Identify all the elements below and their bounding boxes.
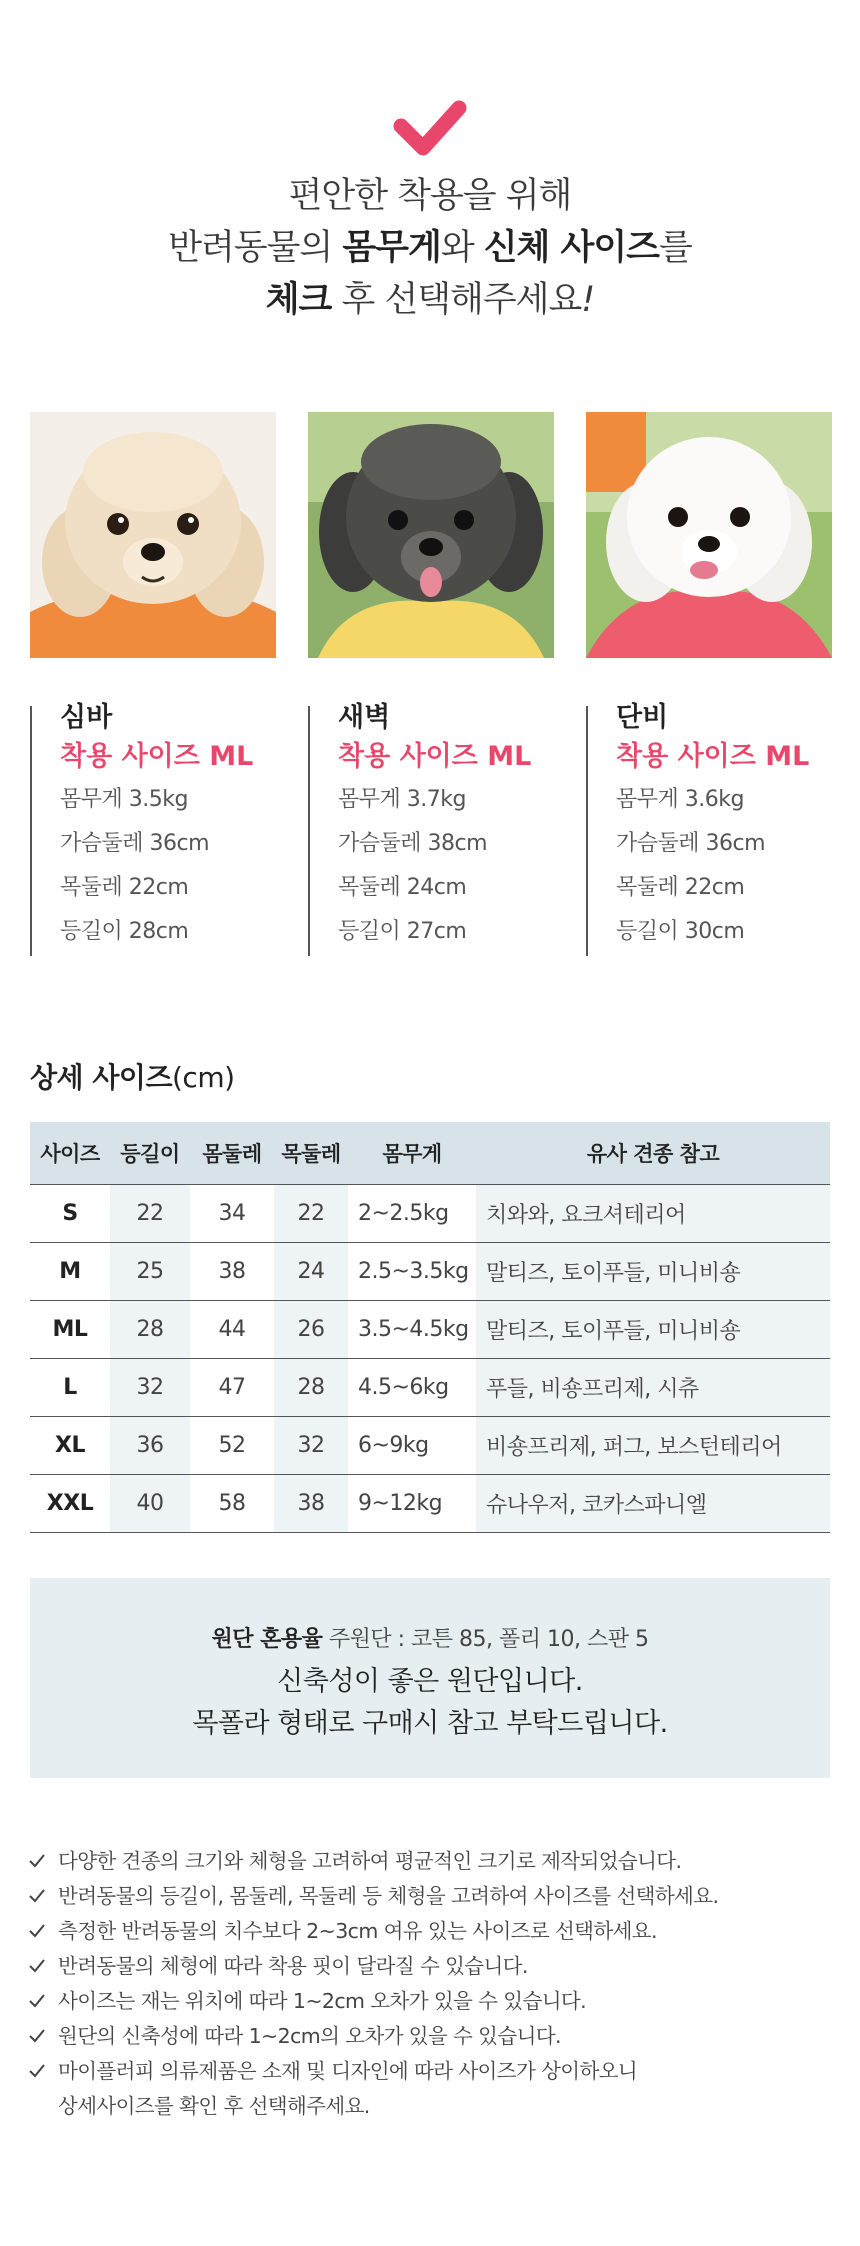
list-item: [28, 1844, 828, 1879]
intro-emphasis-body-size: 신체 사이즈: [483, 228, 659, 268]
table-header-row: [30, 1122, 830, 1185]
table-cell: 28: [274, 1359, 348, 1417]
table-row: [30, 1359, 830, 1417]
fabric-note-1: 신축성이 좋은 원단입니다.: [277, 1666, 583, 1697]
table-cell: 34: [190, 1185, 274, 1243]
intro-text-part: 반려동물의: [168, 228, 343, 268]
table-cell: 52: [190, 1417, 274, 1475]
fabric-label: 원단 혼용율: [211, 1627, 323, 1652]
intro-line-2: [0, 222, 860, 274]
fabric-note-2: 목폴라 형태로 구매시 참고 부탁드립니다.: [192, 1708, 668, 1739]
list-item: [28, 1914, 828, 1949]
fabric-detail: 주원단 : 코튼 85, 폴리 10, 스판 5: [322, 1627, 649, 1652]
list-item: [28, 2054, 828, 2124]
dog-back-length: 등길이 28cm: [60, 919, 189, 944]
dog-neck: 목둘레 22cm: [60, 875, 189, 900]
dog-name: 새벽: [338, 702, 391, 733]
intro-emphasis-check: 체크: [265, 280, 332, 320]
table-header-neck: 목둘레: [274, 1122, 348, 1185]
table-cell-size: XXL: [30, 1475, 110, 1533]
dog-wear-size: 착용 사이즈 ML: [616, 741, 810, 772]
table-cell-size: XL: [30, 1417, 110, 1475]
table-row: [30, 1185, 830, 1243]
table-cell-size: S: [30, 1185, 110, 1243]
table-cell: 24: [274, 1243, 348, 1301]
table-row: [30, 1475, 830, 1533]
intro-emphasis-weight: 몸무게: [342, 228, 441, 268]
table-cell: 26: [274, 1301, 348, 1359]
table-header-weight: 몸무게: [348, 1122, 476, 1185]
dog-weight: 몸무게 3.6kg: [616, 787, 744, 812]
note-text: 반려동물의 체형에 따라 착용 핏이 달라질 수 있습니다.: [58, 1954, 528, 1978]
table-cell-breed: 말티즈, 토이푸들, 미니비숑: [476, 1243, 830, 1301]
intro-text: [0, 170, 860, 326]
table-cell: 32: [110, 1359, 190, 1417]
table-header-back: 등길이: [110, 1122, 190, 1185]
table-cell: 38: [274, 1475, 348, 1533]
detail-size-unit: (cm): [172, 1061, 235, 1094]
table-cell-breed: 치와와, 요크셔테리어: [476, 1185, 830, 1243]
fabric-composition: [30, 1622, 830, 1653]
check-icon: [391, 96, 469, 160]
table-cell: 32: [274, 1417, 348, 1475]
table-header-breed: 유사 견종 참고: [476, 1122, 830, 1185]
check-icon: [28, 1958, 46, 1974]
dog-wear-size: 착용 사이즈 ML: [338, 741, 532, 772]
check-icon: [28, 2028, 46, 2044]
table-cell-breed: 비숑프리제, 퍼그, 보스턴테리어: [476, 1417, 830, 1475]
table-row: [30, 1417, 830, 1475]
detail-size-title: [30, 1056, 235, 1096]
dog-back-length: 등길이 27cm: [338, 919, 467, 944]
table-cell: 2.5~3.5kg: [348, 1243, 476, 1301]
table-cell: 58: [190, 1475, 274, 1533]
table-cell: 3.5~4.5kg: [348, 1301, 476, 1359]
dog-name: 심바: [60, 702, 113, 733]
note-text: 다양한 견종의 크기와 체형을 고려하여 평균적인 크기로 제작되었습니다.: [58, 1849, 682, 1873]
intro-line-3: [0, 274, 860, 326]
table-row: [30, 1243, 830, 1301]
dog-photo-simba: [30, 412, 276, 658]
dog-neck: 목둘레 22cm: [616, 875, 745, 900]
table-cell-size: M: [30, 1243, 110, 1301]
list-item: [28, 1879, 828, 1914]
table-cell-breed: 말티즈, 토이푸들, 미니비숑: [476, 1301, 830, 1359]
table-cell-breed: 슈나우저, 코카스파니엘: [476, 1475, 830, 1533]
table-cell: 4.5~6kg: [348, 1359, 476, 1417]
check-icon: [28, 1993, 46, 2009]
table-header-body: 몸둘레: [190, 1122, 274, 1185]
note-text: 마이플러피 의류제품은 소재 및 디자인에 따라 사이즈가 상이하오니: [58, 2059, 638, 2083]
fabric-info-box: [30, 1578, 830, 1778]
note-text: 원단의 신축성에 따라 1~2cm의 오차가 있을 수 있습니다.: [58, 2024, 561, 2048]
dog-photo-saebyeok: [308, 412, 554, 658]
intro-text-part: 와: [440, 228, 484, 268]
dog-weight: 몸무게 3.5kg: [60, 787, 188, 812]
table-cell: 47: [190, 1359, 274, 1417]
dog-name: 단비: [616, 702, 669, 733]
dog-wear-size: 착용 사이즈 ML: [60, 741, 254, 772]
check-icon: [28, 2063, 46, 2079]
table-row: [30, 1301, 830, 1359]
table-cell: 2~2.5kg: [348, 1185, 476, 1243]
check-icon: [28, 1853, 46, 1869]
dog-chest: 가슴둘레 38cm: [338, 831, 488, 856]
dog-neck: 목둘레 24cm: [338, 875, 467, 900]
table-cell: 28: [110, 1301, 190, 1359]
dog-info-saebyeok: [308, 702, 532, 956]
table-cell: 9~12kg: [348, 1475, 476, 1533]
notes-list: [28, 1844, 828, 2124]
table-cell: 25: [110, 1243, 190, 1301]
dog-info-danbi: [586, 702, 810, 956]
table-cell: 22: [110, 1185, 190, 1243]
size-table: [30, 1122, 830, 1533]
list-item: [28, 2019, 828, 2054]
intro-text-part: 를: [659, 228, 692, 268]
dog-chest: 가슴둘레 36cm: [616, 831, 766, 856]
dog-back-length: 등길이 30cm: [616, 919, 745, 944]
note-text-continued: 상세사이즈를 확인 후 선택해주세요.: [58, 2094, 370, 2118]
table-cell: 40: [110, 1475, 190, 1533]
list-item: [28, 1949, 828, 1984]
table-cell-breed: 푸들, 비숑프리제, 시츄: [476, 1359, 830, 1417]
intro-line-1: 편안한 착용을 위해: [288, 176, 572, 216]
dog-weight: 몸무게 3.7kg: [338, 787, 466, 812]
note-text: 반려동물의 등길이, 몸둘레, 목둘레 등 체형을 고려하여 사이즈를 선택하세요.: [58, 1884, 719, 1908]
table-cell: 22: [274, 1185, 348, 1243]
check-icon: [28, 1888, 46, 1904]
dog-chest: 가슴둘레 36cm: [60, 831, 210, 856]
dog-photo-danbi: [586, 412, 832, 658]
list-item: [28, 1984, 828, 2019]
table-cell: 6~9kg: [348, 1417, 476, 1475]
note-text: 측정한 반려동물의 치수보다 2~3cm 여유 있는 사이즈로 선택하세요.: [58, 1919, 657, 1943]
table-cell: 44: [190, 1301, 274, 1359]
table-header-size: 사이즈: [30, 1122, 110, 1185]
table-cell-size: L: [30, 1359, 110, 1417]
check-icon: [28, 1923, 46, 1939]
intro-text-part: 후 선택해주세요: [331, 280, 582, 320]
intro-exclamation: !: [581, 280, 595, 320]
table-cell-size: ML: [30, 1301, 110, 1359]
table-cell: 38: [190, 1243, 274, 1301]
note-text: 사이즈는 재는 위치에 따라 1~2cm 오차가 있을 수 있습니다.: [58, 1989, 587, 2013]
detail-size-title-text: 상세 사이즈: [30, 1061, 172, 1094]
dog-info-simba: [30, 702, 254, 956]
table-cell: 36: [110, 1417, 190, 1475]
